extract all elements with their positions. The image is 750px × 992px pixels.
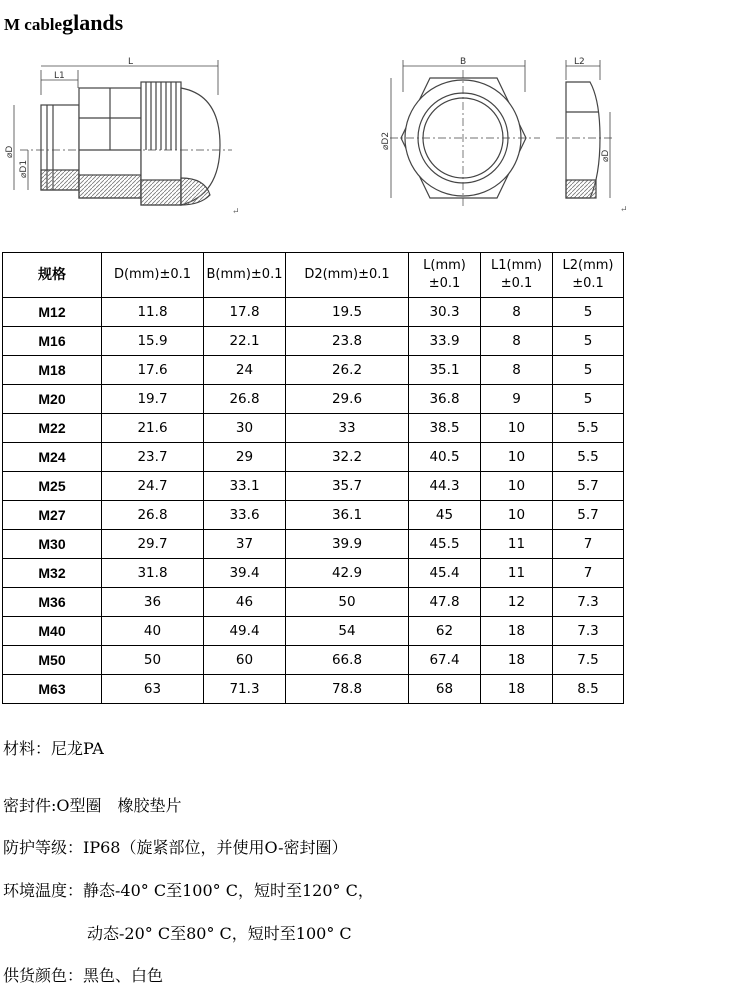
table-cell: 17.8 <box>204 298 286 327</box>
table-cell: 71.3 <box>204 675 286 704</box>
table-row <box>3 530 624 559</box>
table-row <box>3 588 624 617</box>
table-row <box>3 472 624 501</box>
dim-label-L: L <box>128 57 134 67</box>
spec-cell: M63 <box>3 675 102 704</box>
spec-cell: M12 <box>3 298 102 327</box>
table-cell: 7.5 <box>553 646 624 675</box>
col-header-L1: L1(mm)±0.1 <box>481 253 553 298</box>
table-row <box>3 501 624 530</box>
table-header-row <box>3 253 624 298</box>
table-cell: 68 <box>409 675 481 704</box>
dim-label-L1: L1 <box>54 71 65 81</box>
note-material: 材料：尼龙PA <box>3 739 104 758</box>
table-cell: 24.7 <box>102 472 204 501</box>
table-cell: 45 <box>409 501 481 530</box>
table-cell: 8 <box>481 356 553 385</box>
table-row <box>3 559 624 588</box>
table-cell: 36.1 <box>286 501 409 530</box>
locknut-side-view <box>556 60 615 198</box>
table-cell: 5.7 <box>553 501 624 530</box>
table-cell: 38.5 <box>409 414 481 443</box>
table-row <box>3 356 624 385</box>
table-cell: 63 <box>102 675 204 704</box>
table-row <box>3 617 624 646</box>
table-row <box>3 443 624 472</box>
table-cell: 67.4 <box>409 646 481 675</box>
return-mark-right: ↵ <box>620 205 628 215</box>
spec-cell: M16 <box>3 327 102 356</box>
table-cell: 22.1 <box>204 327 286 356</box>
spec-cell: M22 <box>3 414 102 443</box>
table-cell: 33.6 <box>204 501 286 530</box>
table-cell: 17.6 <box>102 356 204 385</box>
table-cell: 26.8 <box>102 501 204 530</box>
table-cell: 42.9 <box>286 559 409 588</box>
table-cell: 12 <box>481 588 553 617</box>
spec-cell: M50 <box>3 646 102 675</box>
table-cell: 9 <box>481 385 553 414</box>
table-row <box>3 414 624 443</box>
note-protection: 防护等级：IP68（旋紧部位，并使用O-密封圈） <box>3 838 348 857</box>
table-cell: 33.9 <box>409 327 481 356</box>
table-cell: 33 <box>286 414 409 443</box>
spec-cell: M30 <box>3 530 102 559</box>
table-cell: 24 <box>204 356 286 385</box>
table-cell: 36 <box>102 588 204 617</box>
table-cell: 50 <box>102 646 204 675</box>
spec-table <box>2 252 624 704</box>
table-cell: 7 <box>553 530 624 559</box>
table-cell: 7 <box>553 559 624 588</box>
table-cell: 47.8 <box>409 588 481 617</box>
table-cell: 45.5 <box>409 530 481 559</box>
spec-cell: M24 <box>3 443 102 472</box>
table-cell: 32.2 <box>286 443 409 472</box>
spec-cell: M32 <box>3 559 102 588</box>
col-header-spec: 规格 <box>3 253 102 298</box>
technical-drawing <box>0 50 750 225</box>
table-cell: 40 <box>102 617 204 646</box>
table-cell: 5 <box>553 327 624 356</box>
table-cell: 10 <box>481 472 553 501</box>
table-cell: 39.4 <box>204 559 286 588</box>
spec-cell: M36 <box>3 588 102 617</box>
table-cell: 5.5 <box>553 414 624 443</box>
table-cell: 18 <box>481 675 553 704</box>
note-temperature-1: 环境温度：静态-40° C至100° C，短时至120° C， <box>3 881 374 900</box>
spec-cell: M18 <box>3 356 102 385</box>
table-cell: 5.5 <box>553 443 624 472</box>
table-cell: 21.6 <box>102 414 204 443</box>
col-header-D: D(mm)±0.1 <box>102 253 204 298</box>
table-cell: 11 <box>481 559 553 588</box>
table-row <box>3 385 624 414</box>
table-cell: 62 <box>409 617 481 646</box>
table-cell: 29 <box>204 443 286 472</box>
table-cell: 39.9 <box>286 530 409 559</box>
title-part1: M cable <box>4 15 63 34</box>
table-cell: 29.6 <box>286 385 409 414</box>
note-colors: 供货颜色：黑色、白色 <box>3 966 164 985</box>
dim-label-D: ⌀D <box>5 145 15 158</box>
table-cell: 35.7 <box>286 472 409 501</box>
table-cell: 8.5 <box>553 675 624 704</box>
table-cell: 23.8 <box>286 327 409 356</box>
table-cell: 29.7 <box>102 530 204 559</box>
table-row <box>3 675 624 704</box>
table-cell: 19.5 <box>286 298 409 327</box>
table-row <box>3 646 624 675</box>
spec-cell: M40 <box>3 617 102 646</box>
table-cell: 5 <box>553 385 624 414</box>
table-cell: 19.7 <box>102 385 204 414</box>
dim-label-D1: ⌀D1 <box>19 159 29 178</box>
table-cell: 35.1 <box>409 356 481 385</box>
table-cell: 40.5 <box>409 443 481 472</box>
spec-cell: M27 <box>3 501 102 530</box>
col-header-L: L(mm)±0.1 <box>409 253 481 298</box>
dim-label-L2: L2 <box>574 57 585 67</box>
table-cell: 10 <box>481 501 553 530</box>
table-cell: 8 <box>481 298 553 327</box>
title-part2: glands <box>62 10 124 35</box>
table-cell: 23.7 <box>102 443 204 472</box>
table-cell: 5.7 <box>553 472 624 501</box>
table-cell: 30 <box>204 414 286 443</box>
table-cell: 15.9 <box>102 327 204 356</box>
locknut-front-view <box>390 60 540 206</box>
table-cell: 7.3 <box>553 617 624 646</box>
note-temperature-2: 动态-20° C至80° C，短时至100° C <box>87 924 352 943</box>
table-cell: 10 <box>481 414 553 443</box>
table-cell: 10 <box>481 443 553 472</box>
table-cell: 66.8 <box>286 646 409 675</box>
table-cell: 31.8 <box>102 559 204 588</box>
dim-label-D-right: ⌀D <box>601 149 611 162</box>
table-cell: 8 <box>481 327 553 356</box>
table-cell: 18 <box>481 646 553 675</box>
col-header-D2: D2(mm)±0.1 <box>286 253 409 298</box>
table-cell: 7.3 <box>553 588 624 617</box>
table-cell: 37 <box>204 530 286 559</box>
table-cell: 60 <box>204 646 286 675</box>
dim-label-B: B <box>460 57 467 67</box>
table-cell: 30.3 <box>409 298 481 327</box>
page-title <box>4 10 123 36</box>
spec-cell: M25 <box>3 472 102 501</box>
table-cell: 11 <box>481 530 553 559</box>
col-header-L2: L2(mm)±0.1 <box>553 253 624 298</box>
return-mark: ↵ <box>232 207 240 217</box>
table-cell: 44.3 <box>409 472 481 501</box>
spec-cell: M20 <box>3 385 102 414</box>
table-cell: 36.8 <box>409 385 481 414</box>
table-cell: 49.4 <box>204 617 286 646</box>
dim-label-D2: ⌀D2 <box>381 131 391 150</box>
table-row <box>3 327 624 356</box>
table-cell: 46 <box>204 588 286 617</box>
table-cell: 5 <box>553 298 624 327</box>
table-cell: 78.8 <box>286 675 409 704</box>
table-cell: 50 <box>286 588 409 617</box>
note-seal: 密封件:O型圈 橡胶垫片 <box>3 796 182 815</box>
table-cell: 45.4 <box>409 559 481 588</box>
table-body <box>3 298 624 704</box>
table-cell: 33.1 <box>204 472 286 501</box>
table-cell: 26.8 <box>204 385 286 414</box>
table-cell: 5 <box>553 356 624 385</box>
table-cell: 11.8 <box>102 298 204 327</box>
table-cell: 26.2 <box>286 356 409 385</box>
table-cell: 54 <box>286 617 409 646</box>
col-header-B: B(mm)±0.1 <box>204 253 286 298</box>
table-row <box>3 298 624 327</box>
table-cell: 18 <box>481 617 553 646</box>
gland-side-view <box>14 60 232 205</box>
